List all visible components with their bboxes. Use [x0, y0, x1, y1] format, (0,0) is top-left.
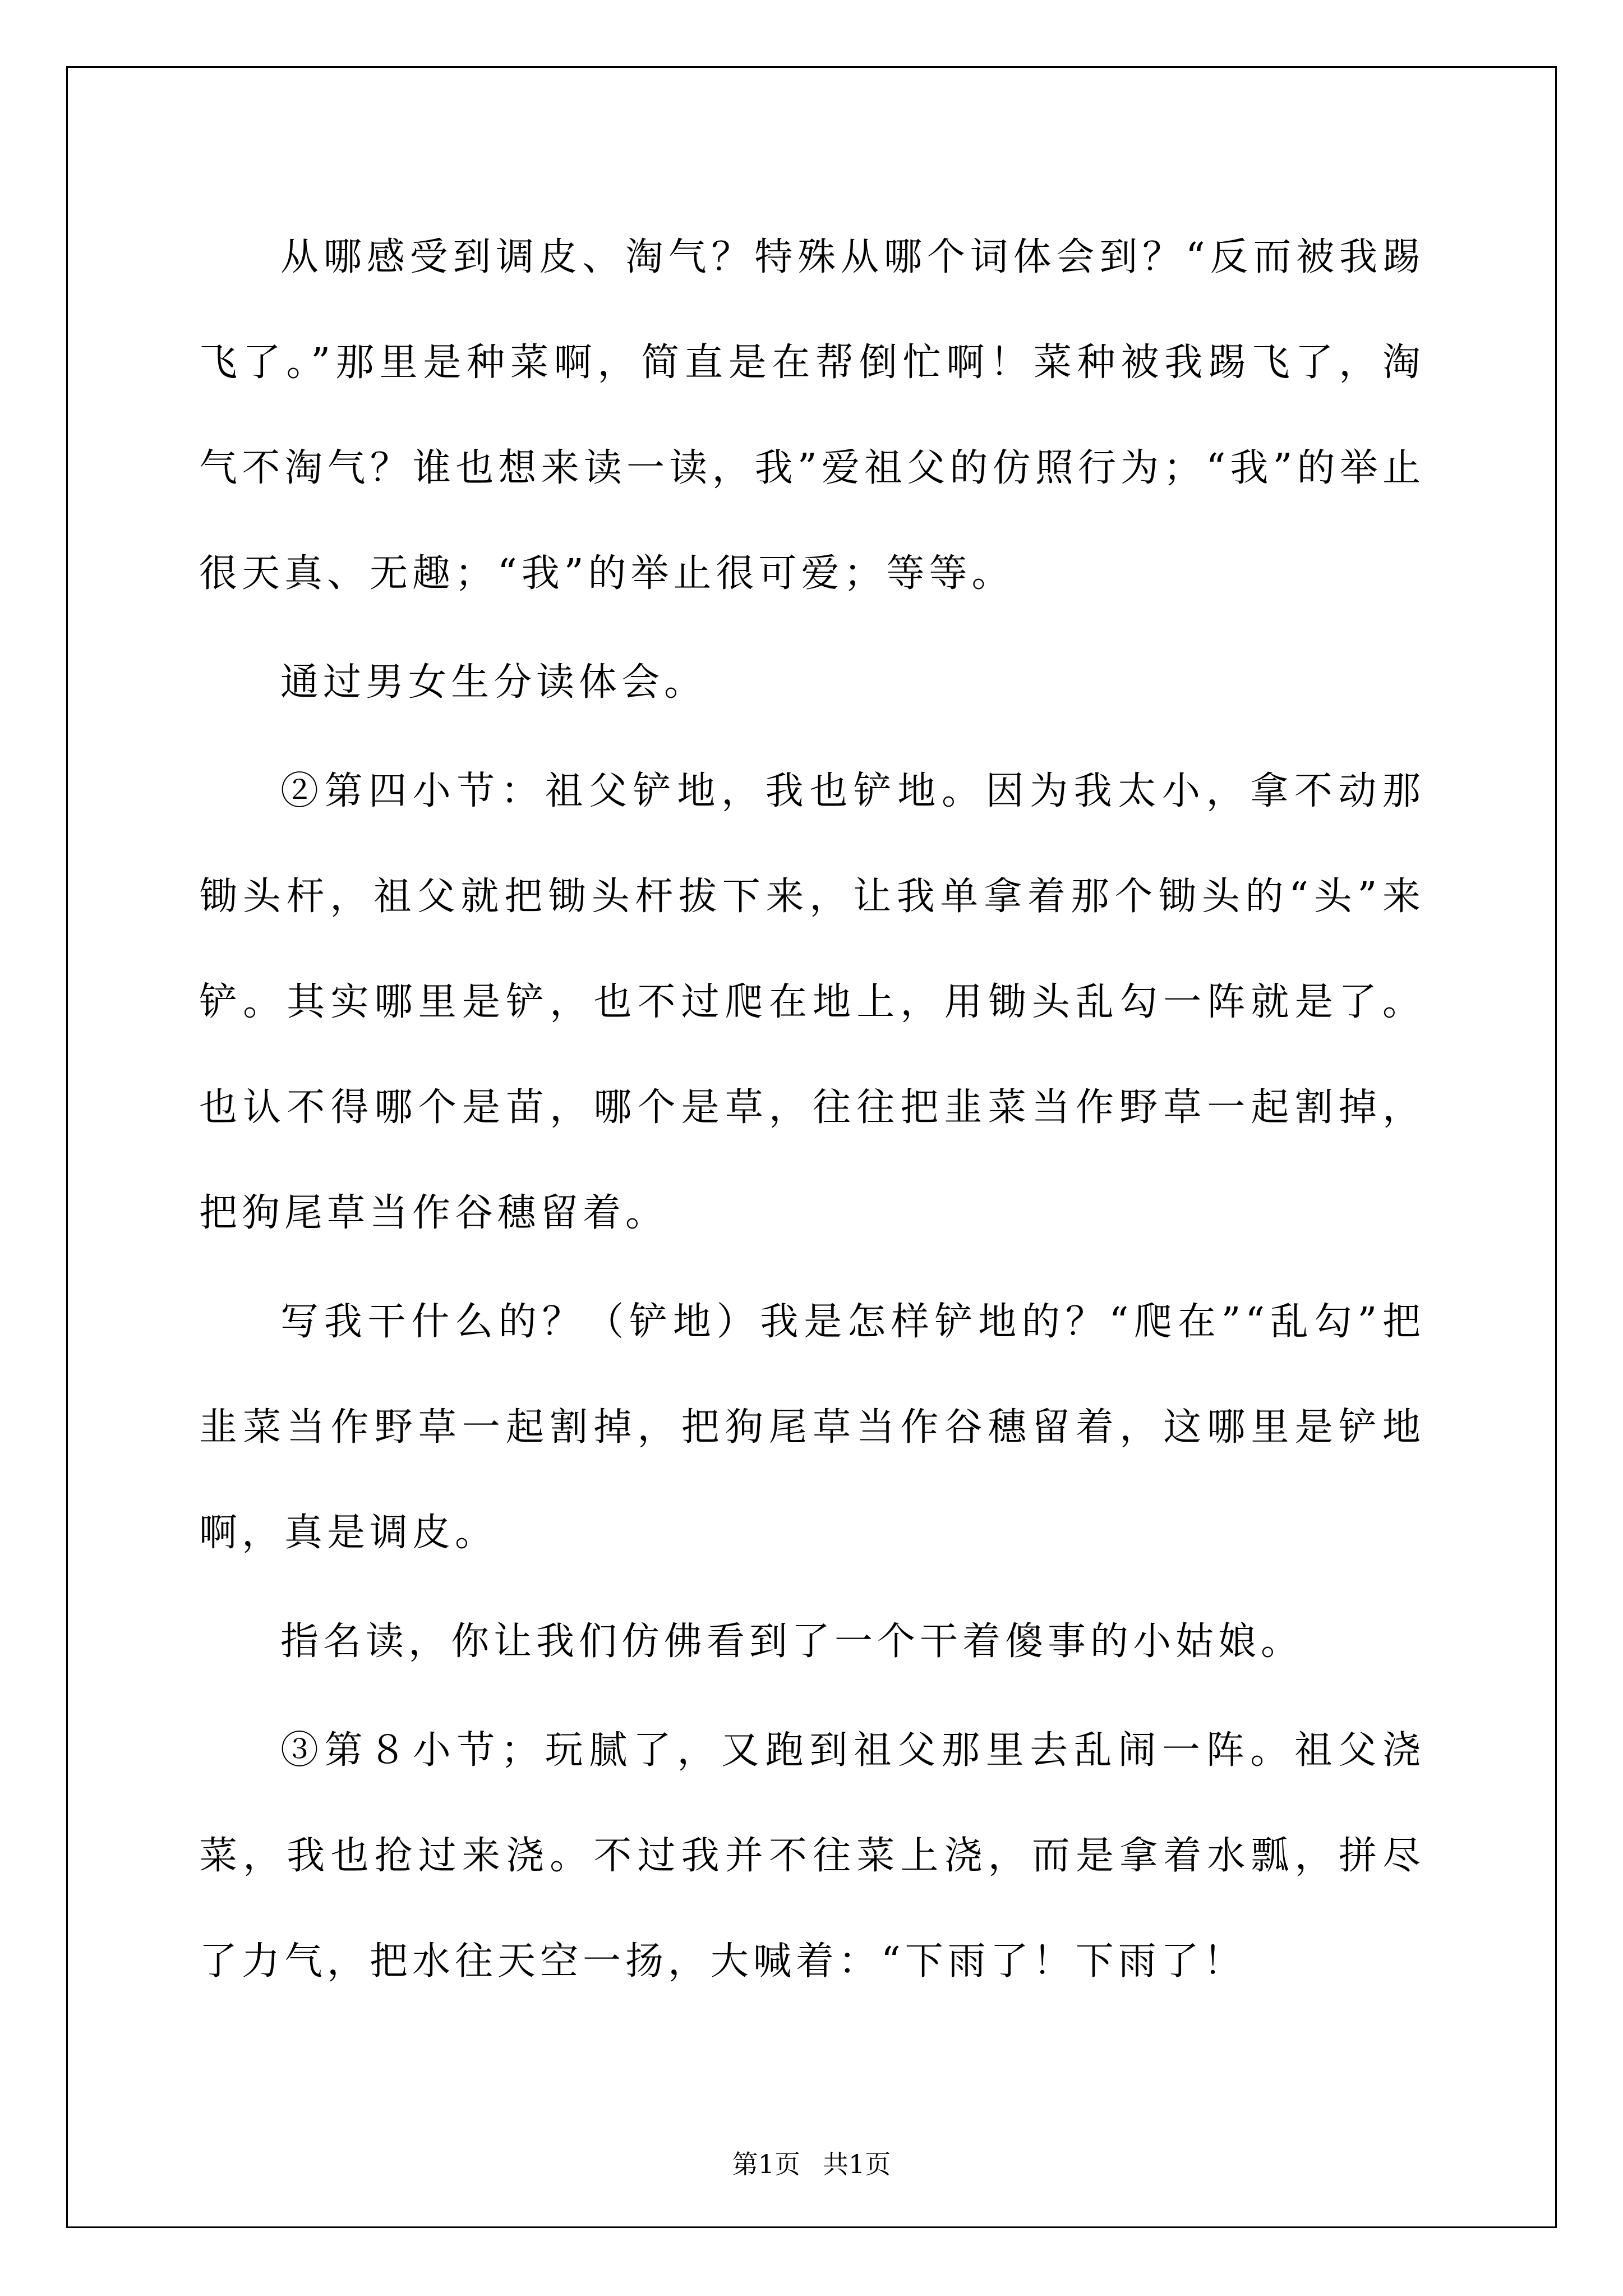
paragraph: ③第８小节；玩腻了，又跑到祖父那里去乱闹一阵。祖父浇菜，我也抢过来浇。不过我并不往菜上浇，而是拿着水瓢，拼尽了力气，把水往天空一扬，大喊着：“下雨了！下雨了！ [199, 1728, 1425, 1984]
page-number: 第1页 [732, 2149, 800, 2179]
paragraph: 通过男女生分读体会。 [280, 660, 707, 705]
paragraph: 指名读，你让我们仿佛看到了一个干着傻事的小姑娘。 [280, 1619, 1304, 1664]
paragraph: ②第四小节：祖父铲地，我也铲地。因为我太小，拿不动那锄头杆，祖父就把锄头杆拔下来，让我单拿着那个锄头的“头”来铲。其实哪里是铲，也不过爬在地上，用锄头乱勾一阵就是了。也认不得哪个是苗，哪个是草，往往把韭菜当作野草一起割掉，把狗尾草当作谷穗留着。 [199, 769, 1425, 1235]
page-total: 共1页 [823, 2149, 891, 2179]
paragraph: 写我干什么的？（铲地）我是怎样铲地的？“爬在”“乱勾”把韭菜当作野草一起割掉，把狗尾草当作谷穗留着，这哪里是铲地啊，真是调皮。 [199, 1300, 1425, 1555]
page-footer [0, 2147, 1623, 2181]
paragraph: 从哪感受到调皮、淘气？特殊从哪个词体会到？“反而被我踢飞了。”那里是种菜啊，简直是在帮倒忙啊！菜种被我踢飞了，淘气不淘气？谁也想来读一读，我”爱祖父的仿照行为；“我”的举止很天真、无趣；“我”的举止很可爱；等等。 [199, 235, 1425, 596]
document-body [199, 205, 1425, 2014]
